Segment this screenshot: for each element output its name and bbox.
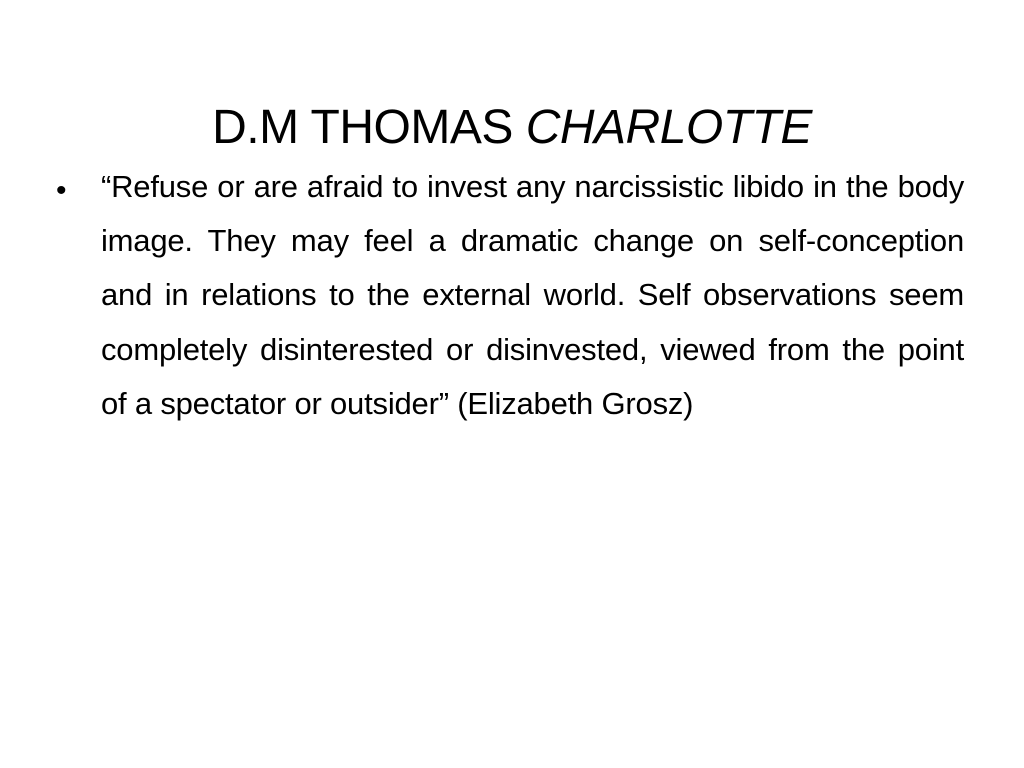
bullet-item <box>56 160 964 431</box>
title-author: D.M THOMAS <box>212 101 526 155</box>
title-work: CHARLOTTE <box>525 101 812 155</box>
slide-title <box>0 90 1024 166</box>
bullet-marker: • <box>56 174 67 207</box>
bullet-quote-text: “Refuse or are afraid to invest any narcissistic libido in the body image. They may feel a dramatic change on self-conception and in relations to the external world. Self observations seem completely disinterested or disinvested, viewed from the point of a spectator or outsider” (Elizabeth Grosz) <box>101 169 964 421</box>
slide-body <box>56 160 964 720</box>
